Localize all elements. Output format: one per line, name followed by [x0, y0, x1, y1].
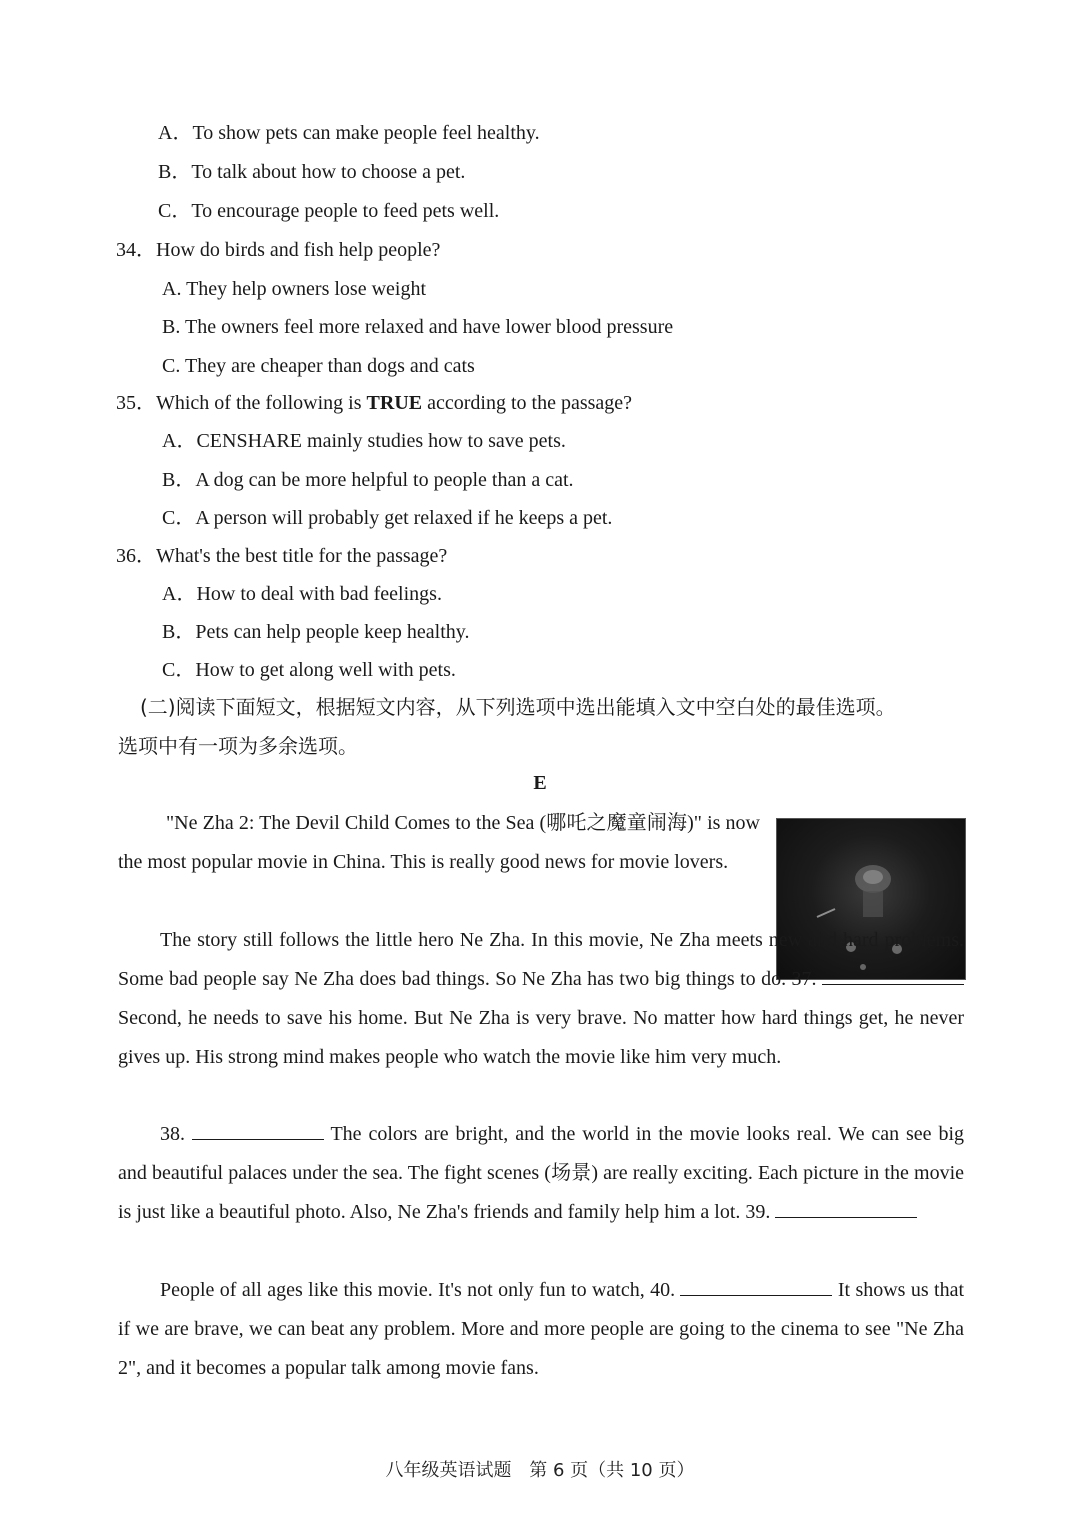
passage-paragraph-1: "Ne Zha 2: The Devil Child Comes to the Sea (哪吒之魔童闹海)" is now the most popular movie in China. This is really good news for movie lovers.	[118, 812, 760, 873]
footer-subject: 八年级英语试题	[385, 1460, 512, 1481]
q35-option-c: C．A person will probably get relaxed if he keeps a pet.	[162, 507, 613, 529]
passage-paragraph-4	[118, 1271, 964, 1388]
passage-letter: E	[533, 772, 547, 794]
q35-option-b: B．A dog can be more helpful to people than a cat.	[162, 469, 574, 491]
blank-40[interactable]	[680, 1275, 832, 1296]
paragraph-2-end: Second, he needs to save his home. But Ne Zha is very brave. No matter how hard things get, he never gives up. His strong mind makes people who watch the movie like him very much.	[118, 1007, 964, 1068]
q34-stem: 34．How do birds and fish help people?	[116, 239, 441, 261]
section-instruction-cont: 选项中有一项为多余选项。	[118, 734, 358, 758]
q36-option-a: A．How to deal with bad feelings.	[162, 583, 442, 605]
passage-paragraph-3	[118, 1115, 964, 1232]
q35-stem	[116, 390, 632, 416]
paragraph-4-start: People of all ages like this movie. It's not only fun to watch, 40.	[160, 1279, 681, 1301]
passage-paragraph-2	[118, 921, 964, 1077]
q34-option-a: A. They help owners lose weight	[162, 278, 427, 300]
q33-option-b: B．To talk about how to choose a pet.	[158, 161, 466, 183]
q33-option-c: C．To encourage people to feed pets well.	[158, 200, 500, 222]
q35-option-a: A．CENSHARE mainly studies how to save pets.	[162, 430, 566, 452]
section-instruction: (二)阅读下面短文，根据短文内容，从下列选项中选出能填入文中空白处的最佳选项。	[140, 695, 896, 719]
paragraph-4-end: It shows us that if we are brave, we can beat any problem. More and more people are going to the cinema to see "Ne Zha 2", and it becomes a popular talk among movie fans.	[118, 1279, 964, 1379]
q35-stem-end: according to the passage?	[422, 392, 633, 414]
paragraph-3-start: 38.	[160, 1123, 192, 1145]
blank-38[interactable]	[192, 1119, 324, 1140]
q36-stem: 36．What's the best title for the passage?	[116, 545, 448, 567]
paragraph-2-start: The story still follows the little hero Ne Zha. In this movie, Ne Zha meets new and hard problems. Some bad people say Ne Zha does bad things. So Ne Zha has two big things to do. 37.	[118, 929, 964, 990]
q36-option-b: B．Pets can help people keep healthy.	[162, 621, 470, 643]
blank-39[interactable]	[775, 1197, 917, 1218]
page-footer	[0, 1456, 1080, 1482]
paragraph-3-body: The colors are bright, and the world in the movie looks real. We can see big and beautiful palaces under the sea. The fight scenes (场景) are really exciting. Each picture in the movie is just like a beautiful photo. Also, Ne Zha's friends and family help him a lot. 39.	[118, 1123, 965, 1223]
q35-stem-keyword: TRUE	[366, 392, 423, 414]
q33-option-a: A．To show pets can make people feel healthy.	[158, 122, 540, 144]
blank-37[interactable]	[822, 964, 964, 985]
q34-option-b: B. The owners feel more relaxed and have lower blood pressure	[162, 316, 674, 338]
q35-stem-start: 35．Which of the following is	[116, 392, 367, 414]
q34-option-c: C. They are cheaper than dogs and cats	[162, 355, 475, 377]
q36-option-c: C．How to get along well with pets.	[162, 659, 456, 681]
footer-page-number: 第 6 页（共 10 页）	[529, 1460, 695, 1481]
